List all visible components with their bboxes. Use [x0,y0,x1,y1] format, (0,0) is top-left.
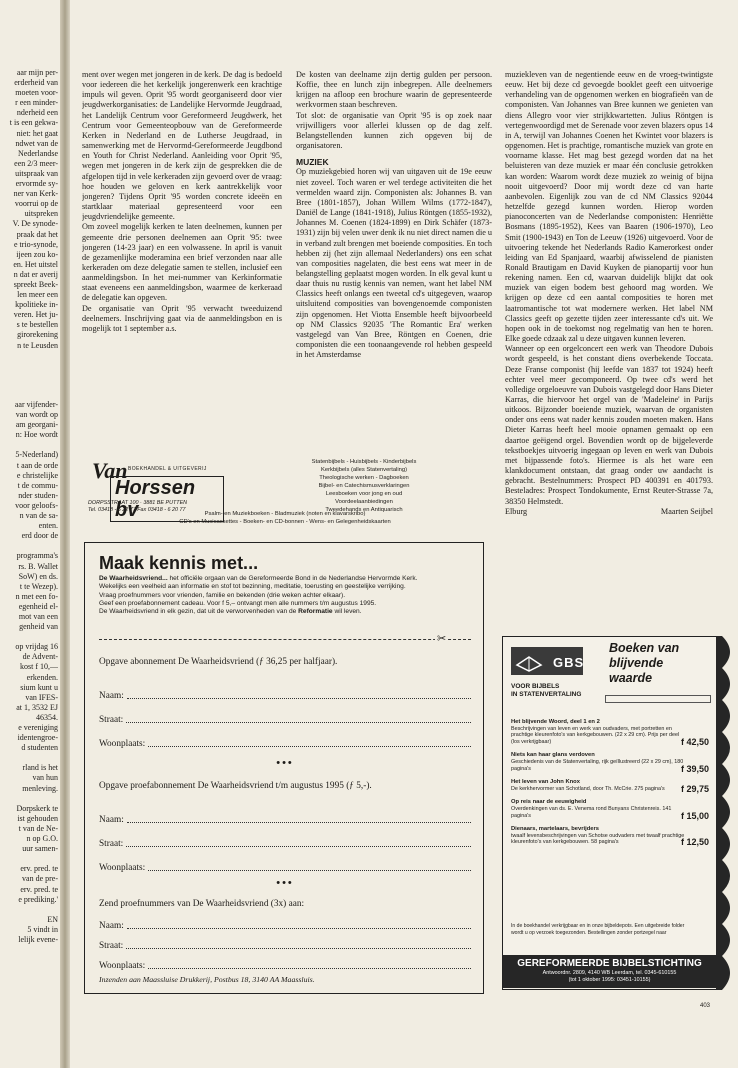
fragment-line: praak dat het [16,229,58,239]
book-title: Op reis naar de eeuwigheid [511,799,587,806]
field-line[interactable] [127,698,471,699]
fragment-line: e trio-synode, [14,239,58,249]
fragment-line: nder studen- [18,490,58,500]
logo-van: Van [92,458,128,483]
fragment-line: de Advent- [22,652,58,662]
title-line: blijvende [609,656,664,670]
fragment-line: spreekt Beek- [13,279,58,289]
intro-reformatie: Reformatie [298,608,333,616]
coupon-intro [99,575,477,616]
book-desc: Geschiedenis van de Statenvertaling, rijk geïllustreerd (22 x 29 cm), 180 pagina's [511,758,684,772]
fragment-line: van de pre- [22,874,58,884]
service-line: Tweedehands en Antiquarisch [325,507,403,513]
field-label: Naam: [99,921,124,931]
book-price: f 29,75 [680,783,709,794]
gbs-logo [511,645,583,677]
fragment-line: EN [47,914,58,924]
fragment-line: 5-Nederland) [15,450,58,460]
address-line: DORPSSTRAAT 100 · 3881 BE PUTTEN [88,500,188,506]
fragment-line: aar vijfender- [14,400,58,409]
ad-title [609,641,679,686]
fragment-line: 46354. [36,712,58,722]
scalloped-edge [716,636,738,990]
fragment-line: ist gehouden [17,813,58,823]
fragment-line: len meer een [17,290,58,300]
field-straat[interactable] [99,701,471,725]
field-label: Straat: [99,941,124,951]
separator-dots: ••• [276,877,294,889]
fragment-line: genheid van [19,622,58,632]
paragraph: ment over wegen met jongeren in de kerk. De dag is bedoeld voor iedereen die het kerkelijk jongerenwerk een krachtige impuls wil geven. Oprit '95 wordt georganiseerd door vier jeugdwerkorganisaties: de Landelijke Hervormde Jeugdraad, het Landelijk Centrum voor Gereformeerd Jeugdwerk, het Centrum voor Gemeenteopbouw van de Gereformeerde Kerken in Nederland en de Lutherse Jeugdraad, in samenwerking met de Hervormd-Gereformeerde Jeugdbond en Youth for Christ Nederland. Aanleiding voor Oprit '95, wegen met jongeren in de kerk zijn de gesprekken die de afgelopen tijd in vele kerkeraden zijn gevoerd over de vraag: hoe houden we geloven en kerk aantrekkelijk voor jongeren? Tijdens Oprit '95 worden concrete ideeën en startklaar materiaal gepresenteerd voor een jeugdvriendelijke gemeente. [82,70,282,222]
field-label: Straat: [99,715,124,725]
column-muziek [296,70,492,444]
ad-footer [503,955,716,988]
book-price: f 39,50 [680,763,709,774]
fragment-line: van IFES- [25,692,58,702]
fragment-line: t van de Ne- [18,823,58,833]
fragment-line [0,632,58,642]
fragment-line: lelijk evene- [18,934,58,944]
intro-line: De Waarheidsvriend in elk gezin, dat uit de verworvenheden van de [99,608,299,616]
intro-line: Vraag proefnummers voor vrienden, familie en bekenden (drie weken achter elkaar). [99,591,346,599]
fragment-line: erderheid van [14,78,58,88]
fragment-line: ijeen zou ko- [16,249,58,259]
field-straat[interactable] [99,825,471,849]
paragraph: Op muziekgebied horen wij van uitgaven uit de 19e eeuw niet zoveel. Toch waren er wel terdege activiteiten die het vermelden waard zijn. Componisten als: Johannes B. van Bree (1801-1857), Johan Willem Wilms (1772-1847), Daniël de Lange (1841-1918), Julius Röntgen (1855-1932), Johannes M. Coenen (1824-1899) en Dirk Schäfer (1873-1931) zijn bij velen uwer denk ik nu niet direct namen die u in verband zult brengen met boeiende composities. En toch hebben zij (het zijn allemaal Nederlanders) ons een schat van composities nagelaten, die best eens wat meer in de belangstelling geplaatst mogen worden. In elk geval kunt u daar thuis nu rustig kennis van nemen, want het label NM Classics heeft onlangs een tweetal cd's uitgegeven, waarop uitsluitend composities van bovengenoemde componisten zijn opgenomen. Het Viotta Ensemble heeft bijvoorbeeld op NM Classics 92035 'The Romantic Era' werken vastgelegd van Van Bree, Röntgen en Coenen, drie componisten die een toonaangevende rol hebben gespeeld in het Amsterdamse [296,167,492,360]
field-label: Woonplaats: [99,961,146,971]
fragment-line: sium kunt u [20,682,58,692]
left-page-fragment-top [0,68,58,351]
logo-subtitle: BOEKHANDEL & UITGEVERIJ [128,466,207,472]
title-line: waarde [609,671,653,685]
fragment-line: mot van een [18,611,58,621]
fragment-line [0,794,58,804]
fragment-line: n op G.O. [26,834,58,844]
scissors-icon: ✂ [437,633,447,645]
signature-author: Maarten Seijbel [660,506,713,516]
fragment-line: e vereniging [18,723,58,732]
fragment-line: aar mijn per- [16,68,58,77]
service-line: Theologische werken - Dagboeken [319,475,409,481]
fragment-line [0,753,58,763]
section-heading-muziek: MUZIEK [296,157,329,168]
fragment-line: moeten voor- [15,88,58,98]
signature-place: Elburg [505,506,528,516]
book-item [511,799,709,821]
subscription-coupon [84,542,484,994]
form-abonnement [99,657,471,749]
fragment-line: n van de sa- [19,511,58,521]
left-page-fragment-mid [0,400,58,945]
tag-line: VOOR BIJBELS [511,683,560,690]
book-desc: Beschrijvingen van leven en werk van oudvaders, met portretten en prachtige kleurenfoto's van kerkgebouwen. (22 x 29 cm). Prijs per deel (los verkrijgbaar) [511,725,680,745]
field-naam[interactable] [99,801,471,825]
service-line: Leesboeken voor jong en oud [325,491,403,497]
book-price: f 15,00 [680,810,709,821]
fragment-line: erv. pred. te [20,864,58,874]
fragment-line: van wordt op [15,410,58,420]
fragment-line: voor geloofs- [15,500,58,510]
fragment-line: nderheid een [16,108,58,118]
ad-tagline [511,683,581,699]
fragment-line: rs. B. Wallet [18,561,58,571]
form-heading: Zend proefnummers van De Waarheidsvriend (3x) aan: [99,899,305,909]
fragment-line [0,541,58,551]
book-list [511,719,709,853]
form-heading: Opgave proefabonnement De Waarheidsvriend t/m augustus 1995 (ƒ 5,-). [99,781,372,791]
paragraph: Wanneer op een orgelconcert een werk van Theodore Dubois wordt gespeeld, is het constant diens overbekende Toccata. Deze Franse componist (hij leefde van 1837 tot 1924) heeft echter veel meer gecomponeerd. Op twee cd's werd het volledige orgeloeuvre van Dubois vastgelegd door Hans Dieter Karras, die hiervoor het orgel van de 'Madeleine' in Parijs uitkoos. Bijzonder boeiende muziek, waarvan de organisten onder ons eens wat nader kennis zouden moeten maken. Hans Dieter Karras heeft heel mooie opnamen gemaakt op een daartoe geëigend orgel. Bovendien wordt op de bijgeleverde tekstboekjes uitvoerig ingegaan op leven en werk van Dubois met bijpassende foto's. Hiermee is als het ware een klankdocument ontstaan, dat graag onder uw aandacht is gebracht. Bestelnummers: Prospect PD 400391 en 401793. Besteladres: Prospect Tondokumente, Ernst Reuter-Strasse 7a, 38350 Helmstedt. [505,344,713,506]
fragment-line: menleving. [22,783,58,793]
book-title: Dienaars, martelaars, bevrijders [511,826,599,833]
ad-note: In de boekhandel verkrijgbaar en in onze bijbeldepots. Een uitgebreide folder wordt u op verzoek toegezonden. Bestellingen zonder portzegel naar [511,923,685,936]
book-title: Niets kan haar glans verdoven [511,752,595,759]
field-label: Straat: [99,839,124,849]
field-line[interactable] [126,948,471,949]
book-price: f 42,50 [680,736,709,747]
service-line: Psalm- en Muziekboeken - Bladmuziek (noten en klavarskribo) [204,511,366,517]
service-line: CD's en Musicassettes - Boeken- en CD-bonnen - Wens- en Gelegenheidskaarten [179,519,391,525]
fragment-line: kpolitieke in- [15,300,58,310]
column-oprit [82,70,282,454]
paragraph: Om zoveel mogelijk kerken te laten deelnemen, kunnen per gemeente drie personen deelnemen aan Oprit '95: twee jongeren (14-23 jaar) en een volwassene. In april is vanuit de gezamenlijke moderamina een brief verzonden naar alle kerkeraden om deze delegatie samen te stellen, inclusief een aanmeldingsbon. In het mei-nummer van Kerkinformatie staat eveneens een aanmeldingsbon, waarmee de kerkeraad de delegatie kan opgeven. [82,222,282,303]
intro-line-end: wil leven. [332,608,362,616]
coupon-title: Maak kennis met... [99,553,259,573]
logo-text: GBS [553,655,585,670]
field-label: Naam: [99,691,124,701]
separator-dots: ••• [276,757,294,769]
fragment-line: n dat er averij [13,269,58,279]
decorative-strip [605,695,711,703]
field-straat[interactable] [99,931,471,951]
fragment-line: ndwet van de [15,138,58,148]
field-line[interactable] [126,846,471,847]
field-line[interactable] [126,722,471,723]
phone-line: Tel. 03418 - 6 22 77 Fax 03418 - 6 20 77 [88,507,186,513]
field-label: Woonplaats: [99,863,146,873]
fragment-line: SoW) en ds. [18,571,58,581]
paragraph: De kosten van deelname zijn dertig gulden per persoon. Koffie, thee en lunch zijn inbegrepen. Alle deelnemers krijgen na afloop een brochure waarin de gepresenteerde werkvormen staan beschreven. [296,70,492,110]
fragment-line: programma's [16,551,58,561]
field-woonplaats[interactable] [99,951,471,971]
page-gutter [60,0,70,1068]
fragment-line: erv. pred. te [20,884,58,894]
fragment-line: e prediking.' [18,894,58,904]
fragment-line: girorekening [17,330,58,340]
form-proefabonnement [99,781,471,873]
fragment-line: s te bestellen [16,320,58,330]
field-naam[interactable] [99,677,471,701]
fragment-line: n te Leusden [17,340,58,350]
fragment-line: Dorpskerk te [16,803,58,813]
intro-line: Geef een proefabonnement cadeau. Voor f 5,– ontvangt men alle nummers t/m augustus 1995. [99,599,377,607]
fragment-line: egenheid el- [18,601,58,611]
organisation-address-note: (tot 1 oktober 1995: 03451-10155) [568,976,651,983]
book-desc: twaalf levensbeschrijvingen van Schotse oudvaders met twaalf prachtige kleurenfoto's van kerkgebouwen. 58 pagina's [511,832,685,846]
fragment-line: uitspraak van [15,168,58,178]
fragment-line: ervormde sy- [15,179,58,189]
field-label: Naam: [99,815,124,825]
fragment-line: V. De synode- [12,219,58,229]
service-line: Statenbijbels - Huisbijbels - Kinderbijbels [311,459,417,465]
book-price: f 12,50 [680,837,709,848]
fragment-line: uur samen- [22,844,58,854]
fragment-line: van hun [32,773,58,783]
fragment-line: n: Hoe wordt [15,430,58,440]
book-desc: Overdenkingen van ds. E. Venema rond Bunyans Christenreis. 141 pagina's [511,805,672,819]
fragment-line: veren. Het ju- [13,310,58,320]
form-proefnummers [99,899,471,971]
service-line: Bijbel- en Catechismusverklaringen [318,483,410,489]
fragment-line: r een minder- [15,98,58,108]
organisation-address: Antwoordnr. 2809, 4140 WB Leerdam, tel. 0345-610155 [542,970,677,976]
fragment-line: en. Het uitstel [13,259,58,269]
service-line: Voordeelaanbiedingen [335,499,393,505]
fragment-line: op vrijdag 16 [15,642,58,652]
fragment-line [0,905,58,915]
fragment-line: een 2/3 meer- [14,158,58,168]
fragment-line: rland is het [22,763,58,773]
field-woonplaats[interactable] [99,725,471,749]
signature [505,507,713,517]
organisation-name: GEREFORMEERDE BIJBELSTICHTING [517,958,702,969]
fragment-line: n met een fo- [15,591,58,601]
advertisement-van-horssen [82,452,488,524]
book-item [511,779,709,794]
fragment-line: e christelijke [16,470,58,480]
van-horssen-bottom-lines [82,510,488,526]
coupon-footer: Inzenden aan Maassluise Drukkerij, Postbus 18, 3140 AA Maassluis. [99,975,315,984]
field-line[interactable] [148,746,471,747]
fragment-line: Nederlandse [18,148,58,158]
page-number: 403 [700,1003,711,1009]
fragment-line: 5 vindt in [27,924,58,934]
field-line[interactable] [148,870,471,871]
book-desc: De kerkhervormer van Schotland, door Th. McCrie. 275 pagina's [511,785,665,792]
fragment-line: at 1, 3532 EJ [16,702,58,712]
field-line[interactable] [148,968,471,969]
service-line: Kerkbijbels (alles Statenvertaling) [320,467,408,473]
fragment-line: identengroe- [17,733,58,743]
book-title: Het blijvende Woord, deel 1 en 2 [511,719,600,725]
fragment-line: enten. [38,521,58,531]
column-cd-reviews [505,70,713,630]
field-naam[interactable] [99,911,471,931]
fragment-line: erkenden. [26,672,58,682]
advertisement-bijbelstichting [502,636,718,990]
fragment-line: ner van Kerk- [13,189,58,199]
paragraph: muziekleven van de negentiende eeuw en de vroeg-twintigste eeuw. Het bij deze cd gevoegde booklet geeft een uitvoerige verhandeling van de opgenomen werken en biografieën van de componisten. Van Johannes van Bree kunnen we genieten van diens Allegro voor vier strijkkwartetten. Julius Röntgen is vertegenwoordigd met de Serenade voor zeven blazers opus 14 in A, terwijl van Johannes Coenen het Kwintet voor blazers is opgenomen. Het is prachtige, romantische muziek van grote en voorname klasse. Het mag best gezegd worden dat na het beluisteren van deze muziek er maar één conclusie getrokken kan worden: Waarom wordt deze muziek zo weinig of bijna nooit uitgevoerd? Door mij wordt deze cd van harte aanbevolen. Eigenlijk zou van de cd NM Classics 92044 hetzelfde gezegd kunnen worden. Hierop worden pianoconcerten van de Nederlandse componisten: Henriëtte Bosmans (1895-1952), Kees van Baaren (1906-1970), Leo Smit (1900-1943) en Ton de Leeuw (1926) uitgevoerd. Voor de uitvoering tekende het Nederlands Radio Kamerorkest onder leiding van Ed Spanjaard, waarbij afwisselend de pianisten Ronald Brautigam en David Kuyken de pianopartij voor hun rekening namen. Een cd, waarvan duidelijk blijkt dat ook muziek van eigen bodem best gehoord mag worden. We krijgen op deze cd een aantal composities te horen met laatromantische tot wat modernere werken. Het label NM Classics geeft op gezette tijden zeer interessante cd's uit. We hopen ook in de toekomst nog regelmatig van hen te horen. Elke goede cdzaak zal u deze uitgaven kunnen leveren. [505,70,713,344]
field-woonplaats[interactable] [99,849,471,873]
fragment-line: t aan de orde [16,460,58,470]
field-line[interactable] [127,822,471,823]
fragment-line: t de commu- [17,480,58,490]
cut-line [99,639,471,640]
paragraph: Tot slot: de organisatie van Oprit '95 is op zoek naar vrijwilligers voor allerlei klussen op de dag zelf. Belangstellenden kunnen zich opgeven bij de organisatoren. [296,110,492,151]
intro-bold: De Waarheidsvriend... [99,575,168,582]
book-title: Het leven van John Knox [511,779,580,786]
fragment-line: kost f 10,— [20,662,58,672]
book-item [511,752,709,774]
intro-line: Wekelijks een veelheid aan informatie en stof tot bezinning, meditatie, toerusting en geestelijke verrijking. [99,583,406,591]
fragment-line: t te Wezep). [19,581,58,591]
fragment-line: t is een gekwa- [9,118,58,128]
fragment-line [0,440,58,450]
tag-line: IN STATENVERTALING [511,691,582,698]
intro-rest: het officiële orgaan van de Gereformeerde Bond in de Nederlandse Hervormde Kerk. [167,575,418,582]
fragment-line: uitspreken [24,209,58,219]
title-line: Boeken van [609,641,680,655]
fragment-line: niet: het gaat [16,128,58,138]
logo-name: Horssen bv [110,476,224,522]
field-line[interactable] [127,928,471,929]
fragment-line: voorrui op de [14,199,58,209]
fragment-line [0,854,58,864]
form-heading: Opgave abonnement De Waarheidsvriend (ƒ 36,25 per halfjaar). [99,657,338,667]
book-item [511,826,709,848]
fragment-line: erd door de [21,531,58,541]
fragment-line: am georgani- [15,420,58,430]
field-label: Woonplaats: [99,739,146,749]
van-horssen-services [234,458,494,514]
fragment-line: d studenten [21,743,58,753]
paragraph: De organisatie van Oprit '95 verwacht tweeduizend deelnemers. Inschrijving gaat via de aanmeldingsbon en is mogelijk tot 1 september a.s. [82,303,282,333]
book-item [511,719,709,747]
